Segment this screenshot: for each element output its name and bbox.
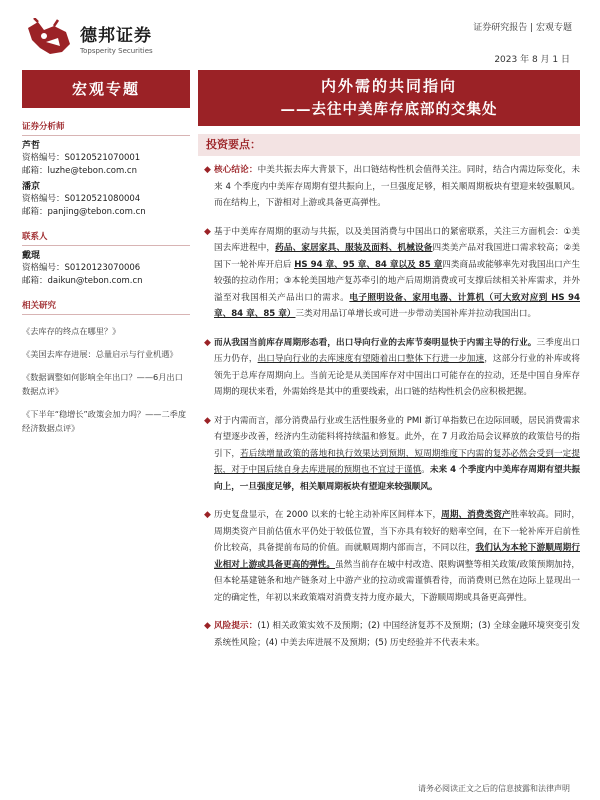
key-point-text: [214, 507, 580, 606]
text-segment: 胜率较高。同时，周期类资产目前估值水平仍处于较低位置，当下亦具有较好的赔率空间，在下一轮补库开启前性价比较高，具备提前布局的价值。而就顺周期内部而言，不同以往，: [214, 510, 580, 553]
analyst-email[interactable]: 邮箱：panjing@tebon.com.cn: [22, 206, 146, 217]
analyst-card: [22, 181, 190, 218]
analyst-license: 资格编号：S0120521080004: [22, 194, 141, 204]
related-research-item[interactable]: 《去库存的终点在哪里？》: [22, 326, 121, 336]
diamond-bullet-icon: ◆: [204, 165, 211, 175]
text-segment: 药品、家居家具、服装及面料、机械设备: [275, 243, 433, 253]
text-segment: 对于内需而言，部分消费品行业或生活性服务业的 PMI 新订单指数已在边际回暖，居民消费需求有望逐步改善，经济内生动能料将持续温和修复。此外，在 7 月政治局会议释放的政策信号的指引下，: [214, 415, 580, 459]
analyst-card: [22, 140, 190, 177]
diamond-bullet-icon: ◆: [204, 510, 211, 520]
diamond-bullet-icon: ◆: [204, 621, 211, 631]
key-point-text: [214, 413, 580, 496]
text-segment: (1) 相关政策实效不及预期；(2) 中国经济复苏不及预期；(3) 全球金融环境突变引发系统性风险；(4) 中美去库进展不及预期；(5) 历史经验并不代表未来。: [214, 621, 580, 648]
logo-name-cn: 德邦证券: [80, 26, 152, 46]
company-logo: [24, 18, 153, 58]
key-points-heading: 投资要点：: [198, 134, 580, 156]
text-segment: 风险提示：: [214, 621, 258, 631]
contact-section-heading: 联系人: [22, 228, 190, 246]
analyst-name: 芦哲: [22, 141, 41, 151]
related-research-item[interactable]: 《美国去库存进展：总量启示与行业机遇》: [22, 349, 178, 359]
text-segment: 虽然当前存在城中村改造、限购调整等相关政策/政策预期加持，但本轮基建链条和地产链条对上中游产业的拉动或需谨慎看待，而消费则已然在边际上显现出一定的确定性，年初以来政策端对消费支持力度亦最大，下游顺周期或具备更高弹性。: [214, 559, 580, 603]
diamond-bullet-icon: ◆: [204, 415, 211, 426]
text-segment: ，这部分行业的补库或将领先于总库存周期向上。当前无论是从美国库存对中国出口可能存在的拉动，还是中国自身库存周期的现状来看，外需始终是其中的重要线索，出口链的结构性机会仍应积极把握。: [214, 354, 580, 397]
text-segment: 历史复盘显示，在 2000 以来的七轮主动补库区间样本下，: [214, 510, 442, 520]
analyst-license: 资格编号：S0120521070001: [22, 153, 141, 163]
key-points-body: [198, 162, 580, 663]
text-segment: 未来 4 个季度内中美库存周期有望共振向上，一旦强度足够，相关顺周期板块有望迎来较强顺风。: [214, 465, 580, 492]
contact-name: 戴琨: [22, 251, 41, 261]
key-point-bullet: [198, 507, 580, 606]
key-point-bullet: [198, 224, 580, 323]
related-research-item[interactable]: 《下半年“稳增长”政策会加力吗？——二季度经济数据点评》: [22, 409, 187, 433]
text-segment: 我们认为本轮下游顺周期行业相对上游或具备更高的弹性。: [214, 543, 580, 570]
text-segment: 出口导向行业的去库速度有望随着出口整体下行进一步加速: [257, 354, 485, 364]
analyst-name: 潘京: [22, 182, 41, 192]
text-segment: 核心结论：: [214, 165, 258, 175]
text-segment: 中美共振去库大背景下，出口链结构性机会值得关注。同时，结合内需边际变化，未来 4 个季度内中美库存周期有望共振向上，一旦强度足够，相关顺周期板块有望迎来较强顺风。而在结构上，下游相对上游或具备更高弹性。: [214, 165, 580, 208]
key-point-text: [214, 224, 580, 323]
text-segment: 周期、消费类资产: [441, 510, 511, 520]
text-segment: 电子照明设备、家用电器、计算机（可大致对应到 HS 94 章、84 章、85 章）: [214, 292, 580, 319]
text-segment: 三季度出口压力仍存，: [214, 337, 580, 364]
sidebar: [22, 70, 190, 435]
report-type-label: 证券研究报告 | 宏观专题: [473, 23, 572, 33]
text-segment: 基于中美库存周期的驱动与共振，以及美国消费与中国出口的紧密联系，关注三方面机会：①美国去库进程中，: [214, 226, 580, 253]
text-segment: 而从我国当前库存周期形态看，出口导向行业的去库节奏明显快于内需主导的行业。: [214, 337, 537, 348]
logo-name-en: Topsperity Securities: [80, 47, 153, 55]
report-title-banner: [198, 70, 580, 126]
key-point-text: [214, 618, 580, 651]
key-point-text: [214, 162, 580, 212]
key-point-text: [214, 335, 580, 401]
related-research-heading: 相关研究: [22, 297, 190, 315]
analyst-section-heading: 证券分析师: [22, 118, 190, 136]
diamond-bullet-icon: ◆: [204, 226, 211, 237]
report-date: 2023 年 8 月 1 日: [494, 55, 570, 65]
related-research-item[interactable]: 《数据调整如何影响全年出口？——6月出口数据点评》: [22, 372, 183, 396]
text-segment: HS 94 章、95 章、84 章以及 85 章: [294, 259, 443, 270]
text-segment: 四类商品或能够率先对我国出口产生较强的拉动作用；③本轮美国地产复苏牵引的地产后周期消费或可支撑后续相关补库需求，并外溢至对我国相关产品出口的需求。: [214, 259, 580, 303]
key-point-bullet: [198, 413, 580, 496]
report-title: 内外需的共同指向: [320, 77, 457, 95]
sidebar-title: 宏观专题: [22, 70, 190, 108]
key-point-bullet: [198, 618, 580, 651]
analyst-email[interactable]: 邮箱：luzhe@tebon.com.cn: [22, 165, 137, 176]
text-segment: 三类对用品订单增长或可进一步带动美国补库并拉动我国出口。: [295, 309, 537, 319]
key-point-bullet: [198, 335, 580, 401]
report-subtitle: ——去往中美库存底部的交集处: [280, 101, 498, 118]
text-segment: 四类美产品对我国进口需求较高；②美国下一轮补库开启后: [214, 243, 580, 270]
diamond-bullet-icon: ◆: [204, 337, 211, 348]
text-segment: 。: [421, 465, 430, 475]
contact-license: 资格编号：S0120123070006: [22, 263, 141, 273]
text-segment: 若后续增量政策的落地和执行效果达到预期，短周期维度下内需的复苏必然会受到一定提振，对于中国后续自身去库进展的预期也不宜过于谨慎: [214, 448, 580, 475]
contact-card: [22, 250, 190, 287]
contact-email[interactable]: 邮箱：daikun@tebon.com.cn: [22, 275, 143, 286]
key-point-bullet: [198, 162, 580, 212]
bull-logo-icon: [24, 18, 74, 58]
disclaimer-footer: 请务必阅读正文之后的信息披露和法律声明: [418, 784, 570, 793]
